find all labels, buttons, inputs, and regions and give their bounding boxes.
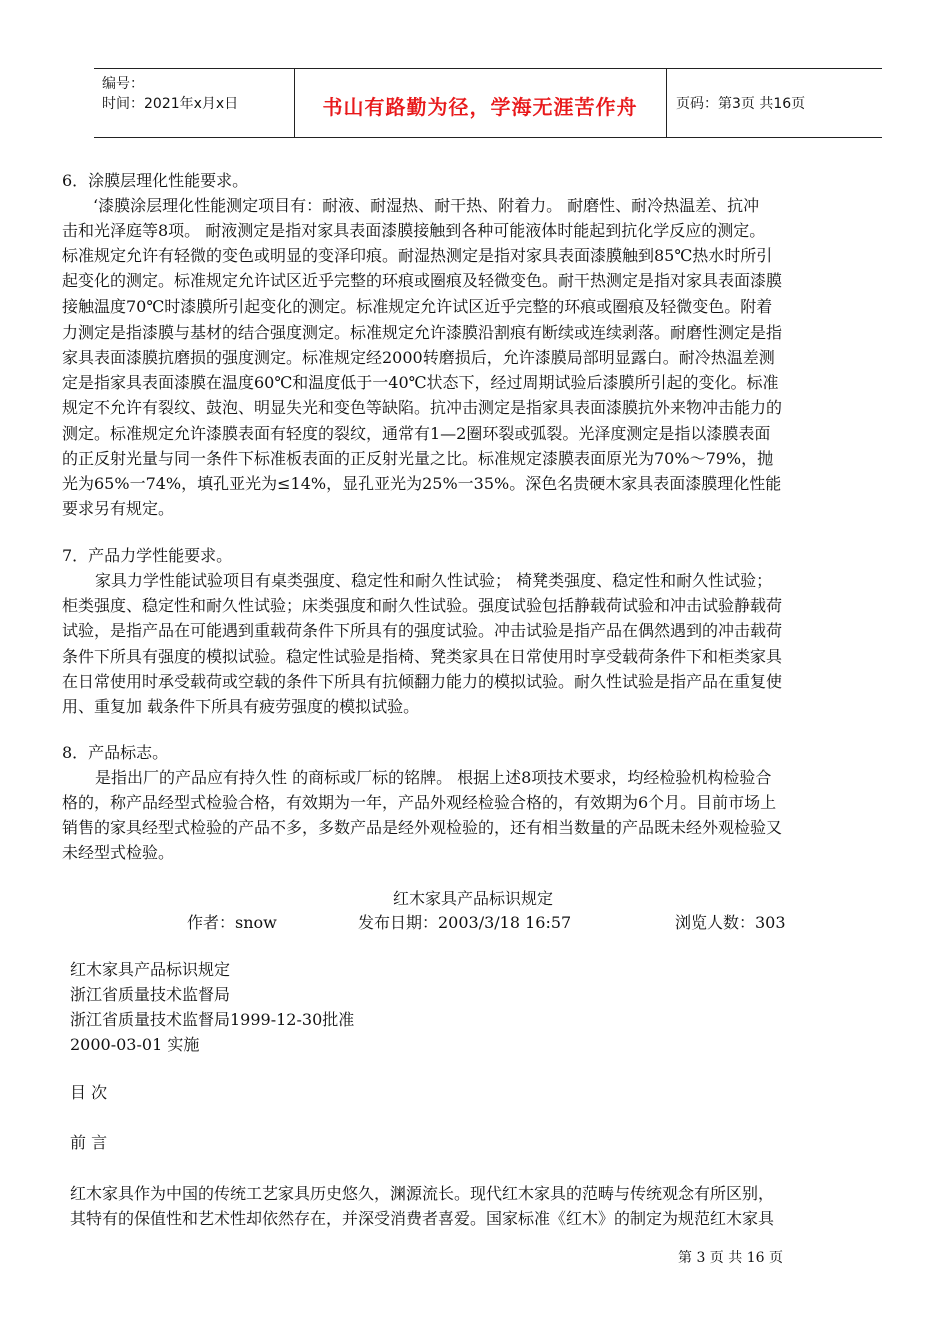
section-7-line: 柜类强度、稳定性和耐久性试验；床类强度和耐久性试验。强度试验包括静载荷试验和冲击试验静载荷: [62, 596, 783, 615]
article-title: 红木家具产品标识规定: [393, 889, 554, 908]
section-6-line: ‘漆膜涂层理化性能测定项目有：耐液、耐湿热、耐干热、附着力。 耐磨性、耐冷热温差、抗冲: [93, 196, 760, 215]
section-7-line: 在日常使用时承受载荷或空载的条件下所具有抗倾翻力能力的模拟试验。耐久性试验是指产品在重复使: [62, 672, 783, 691]
doc-number-label: 编号：: [102, 76, 144, 92]
page-header-table: [94, 68, 882, 138]
header-meta-cell: [94, 69, 295, 137]
doc-time-label: 时间：2021年x月x日: [102, 96, 239, 112]
section-6-line: 的正反射光量与同一条件下标准板表面的正反射光量之比。标准规定漆膜表面原光为70%～79%，抛: [62, 449, 774, 468]
section-6-line: 力测定是指漆膜与基材的结合强度测定。标准规定允许漆膜沿割痕有断续或连续剥落。耐磨性测定是指: [62, 323, 783, 342]
section-6-line: 家具表面漆膜抗磨损的强度测定。标准规定经2000转磨损后，允许漆膜局部明显露白。耐冷热温差测: [62, 348, 775, 367]
standard-approval: 浙江省质量技术监督局1999-12-30批准: [70, 1010, 355, 1029]
section-6-line: 标准规定允许有轻微的变色或明显的变泽印痕。耐湿热测定是指对家具表面漆膜触到85℃热水时所引: [62, 246, 773, 265]
foreword-line: 红木家具作为中国的传统工艺家具历史悠久，渊源流长。现代红木家具的范畴与传统观念有所区别，: [70, 1184, 775, 1203]
article-author: 作者：snow: [187, 913, 277, 932]
section-8-line: 未经型式检验。: [62, 843, 175, 862]
section-6-line: 测定。标准规定允许漆膜表面有轻度的裂纹，通常有1—2圈环裂或弧裂。光泽度测定是指以漆膜表面: [62, 424, 771, 443]
section-6-line: 规定不允许有裂纹、鼓泡、明显失光和变色等缺陷。抗冲击测定是指家具表面漆膜抗外来物冲击能力的: [62, 398, 783, 417]
section-8-title: 8．产品标志。: [62, 743, 169, 762]
section-6-line: 起变化的测定。标准规定允许试区近乎完整的环痕或圈痕及轻微变色。耐干热测定是指对家具表面漆膜: [62, 271, 783, 290]
header-page-cell: [666, 69, 882, 137]
foreword-heading: 前 言: [70, 1133, 108, 1152]
standard-name: 红木家具产品标识规定: [70, 960, 231, 979]
header-motto: 书山有路勤为径，学海无涯苦作舟: [322, 95, 638, 119]
section-7-line: 条件下所具有强度的模拟试验。稳定性试验是指椅、凳类家具在日常使用时享受载荷条件下和柜类家具: [62, 647, 783, 666]
standard-issuer: 浙江省质量技术监督局: [70, 985, 231, 1004]
section-6-title: 6．涂膜层理化性能要求。: [62, 171, 249, 190]
section-7-title: 7．产品力学性能要求。: [62, 546, 233, 565]
section-6-line: 定是指家具表面漆膜在温度60℃和温度低于一40℃状态下，经过周期试验后漆膜所引起的变化。标准: [62, 373, 779, 392]
section-8-line: 销售的家具经型式检验的产品不多，多数产品是经外观检验的，还有相当数量的产品既未经外观检验又: [62, 818, 783, 837]
section-7-line: 用、重复加 载条件下所具有疲劳强度的模拟试验。: [62, 697, 420, 716]
standard-effective-date: 2000-03-01 实施: [70, 1035, 200, 1054]
section-7-line: 家具力学性能试验项目有桌类强度、稳定性和耐久性试验； 椅凳类强度、稳定性和耐久性试验；: [95, 571, 773, 590]
article-views: 浏览人数：303: [675, 913, 786, 932]
section-6-line: 击和光泽庭等8项。 耐液测定是指对家具表面漆膜接触到各种可能液体时能起到抗化学反应的测定。: [62, 221, 766, 240]
article-date: 发布日期：2003/3/18 16:57: [358, 913, 572, 932]
page-footer: 第 3 页 共 16 页: [678, 1250, 783, 1266]
section-6-line: 光为65%一74%，填孔亚光为≤14%，显孔亚光为25%一35%。深色名贵硬木家具表面漆膜理化性能: [62, 474, 782, 493]
header-motto-cell: [294, 69, 667, 137]
section-7-line: 试验，是指产品在可能遇到重载荷条件下所具有的强度试验。冲击试验是指产品在偶然遇到的冲击载荷: [62, 621, 783, 640]
section-6-line: 接触温度70℃时漆膜所引起变化的测定。标准规定允许试区近乎完整的环痕或圈痕及轻微变色。附着: [62, 297, 773, 316]
section-6-line: 要求另有规定。: [62, 499, 175, 518]
section-8-line: 格的，称产品经型式检验合格，有效期为一年，产品外观经检验合格的，有效期为6个月。目前市场上: [62, 793, 777, 812]
header-page-label: 页码：第3页 共16页: [676, 96, 806, 112]
toc-heading: 目 次: [70, 1083, 108, 1102]
section-8-line: 是指出厂的产品应有持久性 的商标或厂标的铭牌。 根据上述8项技术要求，均经检验机构检验合: [95, 768, 772, 787]
foreword-line: 其特有的保值性和艺术性却依然存在，并深受消费者喜爱。国家标准《红木》的制定为规范红木家具: [70, 1209, 775, 1228]
